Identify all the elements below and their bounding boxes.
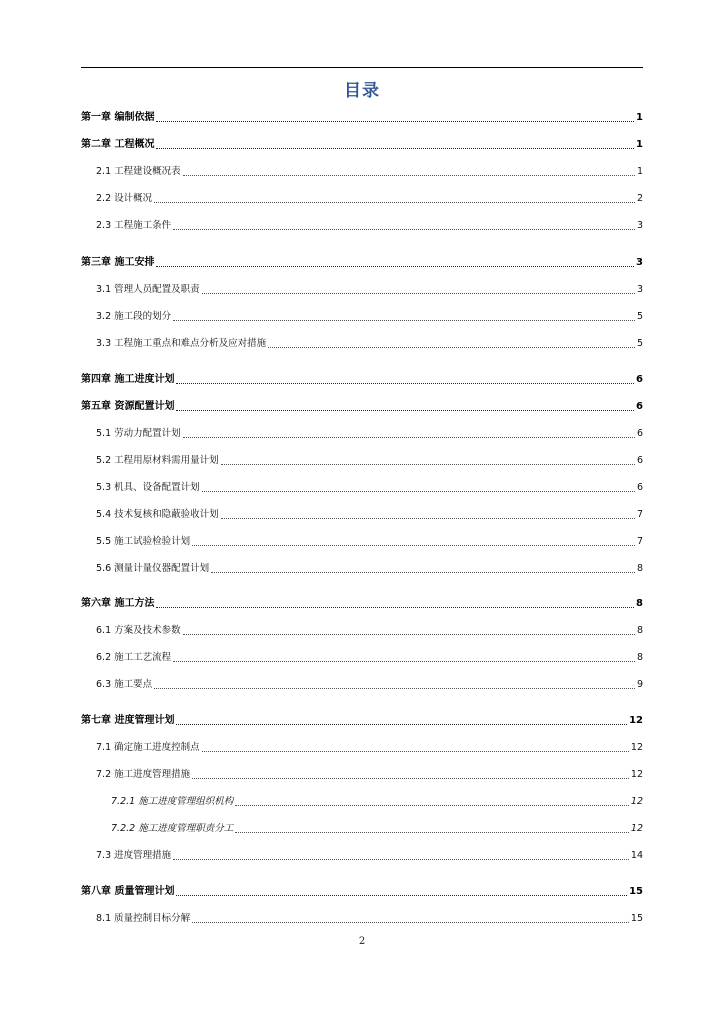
toc-dot-leader bbox=[183, 175, 635, 176]
toc-entry-label: 2.1 工程建设概况表 bbox=[96, 166, 181, 177]
toc-dot-leader bbox=[235, 832, 629, 833]
toc-dot-leader bbox=[183, 437, 635, 438]
toc-entry-label: 7.2 施工进度管理措施 bbox=[96, 769, 191, 780]
toc-section-entry[interactable] bbox=[96, 766, 643, 782]
toc-section-entry[interactable] bbox=[96, 452, 643, 468]
toc-entry-label: 3.3 工程施工重点和难点分析及应对措施 bbox=[96, 338, 267, 349]
toc-entry-page-number: 8 bbox=[636, 625, 643, 636]
toc-entry-label: 第二章 工程概况 bbox=[81, 139, 155, 150]
toc-dot-leader bbox=[156, 607, 634, 608]
toc-entry-label: 第一章 编制依据 bbox=[81, 112, 155, 123]
toc-entry-page-number: 3 bbox=[636, 220, 643, 231]
toc-entry-page-number: 2 bbox=[636, 193, 643, 204]
toc-entry-label: 5.5 施工试验检验计划 bbox=[96, 536, 191, 547]
toc-dot-leader bbox=[221, 518, 635, 519]
toc-entry-page-number: 15 bbox=[629, 886, 643, 897]
toc-dot-leader bbox=[176, 895, 627, 896]
toc-dot-leader bbox=[192, 778, 629, 779]
toc-section-entry[interactable] bbox=[96, 163, 643, 179]
toc-entry-page-number: 5 bbox=[636, 311, 643, 322]
toc-dot-leader bbox=[176, 383, 634, 384]
toc-dot-leader bbox=[173, 320, 635, 321]
toc-chapter-entry[interactable] bbox=[81, 398, 643, 414]
toc-entry-label: 5.3 机具、设备配置计划 bbox=[96, 482, 200, 493]
toc-section-entry[interactable] bbox=[96, 560, 643, 576]
toc-chapter-entry[interactable] bbox=[81, 109, 643, 125]
toc-dot-leader bbox=[183, 634, 635, 635]
toc-section-entry[interactable] bbox=[96, 649, 643, 665]
toc-entry-page-number: 6 bbox=[636, 455, 643, 466]
toc-section-entry[interactable] bbox=[96, 479, 643, 495]
toc-entry-label: 7.2.2 施工进度管理职责分工 bbox=[111, 823, 234, 834]
toc-section-entry[interactable] bbox=[96, 506, 643, 522]
toc-entry-page-number: 12 bbox=[630, 796, 643, 807]
toc-section-entry[interactable] bbox=[96, 281, 643, 297]
toc-section-entry[interactable] bbox=[96, 847, 643, 863]
toc-dot-leader bbox=[235, 805, 629, 806]
toc-dot-leader bbox=[202, 751, 629, 752]
page-number: 2 bbox=[358, 936, 366, 947]
toc-dot-leader bbox=[156, 121, 634, 122]
toc-chapter-entry[interactable] bbox=[81, 595, 643, 611]
toc-section-entry[interactable] bbox=[96, 190, 643, 206]
toc-entry-page-number: 12 bbox=[630, 769, 643, 780]
toc-entry-label: 5.6 测量计量仪器配置计划 bbox=[96, 563, 210, 574]
toc-entry-page-number: 15 bbox=[630, 913, 643, 924]
toc-section-entry[interactable] bbox=[96, 308, 643, 324]
toc-dot-leader bbox=[154, 688, 635, 689]
toc-entry-page-number: 7 bbox=[636, 509, 643, 520]
toc-section-entry[interactable] bbox=[96, 676, 643, 692]
toc-entry-label: 5.4 技术复核和隐蔽验收计划 bbox=[96, 509, 219, 520]
toc-dot-leader bbox=[156, 148, 634, 149]
toc-entry-page-number: 6 bbox=[636, 374, 643, 385]
toc-entry-page-number: 7 bbox=[636, 536, 643, 547]
toc-entry-label: 第六章 施工方法 bbox=[81, 598, 155, 609]
toc-dot-leader bbox=[268, 347, 635, 348]
toc-dot-leader bbox=[202, 293, 635, 294]
toc-chapter-entry[interactable] bbox=[81, 883, 643, 899]
toc-entry-page-number: 1 bbox=[636, 166, 643, 177]
toc-entry-page-number: 6 bbox=[636, 428, 643, 439]
toc-entry-label: 7.2.1 施工进度管理组织机构 bbox=[111, 796, 234, 807]
toc-entry-label: 5.1 劳动力配置计划 bbox=[96, 428, 181, 439]
toc-entry-page-number: 3 bbox=[636, 284, 643, 295]
toc-entry-page-number: 12 bbox=[630, 742, 643, 753]
toc-entry-label: 8.1 质量控制目标分解 bbox=[96, 913, 191, 924]
toc-entry-label: 3.2 施工段的划分 bbox=[96, 311, 172, 322]
toc-section-entry[interactable] bbox=[96, 425, 643, 441]
toc-title: 目录 bbox=[344, 81, 380, 101]
toc-dot-leader bbox=[192, 545, 635, 546]
toc-entry-page-number: 5 bbox=[636, 338, 643, 349]
toc-entry-label: 第八章 质量管理计划 bbox=[81, 886, 175, 897]
toc-chapter-entry[interactable] bbox=[81, 712, 643, 728]
toc-entry-page-number: 6 bbox=[636, 401, 643, 412]
toc-entry-page-number: 12 bbox=[629, 715, 643, 726]
toc-entry-label: 第四章 施工进度计划 bbox=[81, 374, 175, 385]
toc-entry-label: 3.1 管理人员配置及职责 bbox=[96, 284, 200, 295]
toc-entry-page-number: 12 bbox=[630, 823, 643, 834]
toc-dot-leader bbox=[173, 229, 635, 230]
toc-entry-page-number: 8 bbox=[636, 563, 643, 574]
toc-dot-leader bbox=[221, 464, 635, 465]
toc-entry-page-number: 3 bbox=[636, 257, 643, 268]
toc-dot-leader bbox=[192, 922, 629, 923]
toc-chapter-entry[interactable] bbox=[81, 371, 643, 387]
toc-entry-page-number: 1 bbox=[636, 112, 643, 123]
toc-section-entry[interactable] bbox=[96, 739, 643, 755]
toc-entry-label: 6.1 方案及技术参数 bbox=[96, 625, 181, 636]
toc-section-entry[interactable] bbox=[96, 533, 643, 549]
toc-entry-page-number: 9 bbox=[636, 679, 643, 690]
toc-entry-page-number: 8 bbox=[636, 598, 643, 609]
toc-subsection-entry[interactable] bbox=[111, 820, 643, 836]
toc-subsection-entry[interactable] bbox=[111, 793, 643, 809]
toc-dot-leader bbox=[173, 661, 635, 662]
toc-entry-label: 5.2 工程用原材料需用量计划 bbox=[96, 455, 219, 466]
toc-entry-label: 7.3 进度管理措施 bbox=[96, 850, 172, 861]
toc-dot-leader bbox=[156, 266, 634, 267]
toc-section-entry[interactable] bbox=[96, 622, 643, 638]
toc-entry-label: 第三章 施工安排 bbox=[81, 257, 155, 268]
toc-entry-label: 2.2 设计概况 bbox=[96, 193, 153, 204]
toc-section-entry[interactable] bbox=[96, 217, 643, 233]
toc-entry-label: 第五章 资源配置计划 bbox=[81, 401, 175, 412]
toc-chapter-entry[interactable] bbox=[81, 136, 643, 152]
toc-dot-leader bbox=[202, 491, 635, 492]
toc-dot-leader bbox=[154, 202, 635, 203]
toc-entry-page-number: 1 bbox=[636, 139, 643, 150]
toc-entry-label: 第七章 进度管理计划 bbox=[81, 715, 175, 726]
toc-entry-label: 6.2 施工工艺流程 bbox=[96, 652, 172, 663]
toc-section-entry[interactable] bbox=[96, 335, 643, 351]
toc-entry-label: 7.1 确定施工进度控制点 bbox=[96, 742, 200, 753]
toc-entry-label: 2.3 工程施工条件 bbox=[96, 220, 172, 231]
toc-entry-page-number: 6 bbox=[636, 482, 643, 493]
toc-chapter-entry[interactable] bbox=[81, 254, 643, 270]
toc-entry-page-number: 8 bbox=[636, 652, 643, 663]
toc-dot-leader bbox=[176, 724, 627, 725]
toc-section-entry[interactable] bbox=[96, 910, 643, 926]
toc-dot-leader bbox=[173, 859, 629, 860]
toc-dot-leader bbox=[211, 572, 635, 573]
toc-dot-leader bbox=[176, 410, 634, 411]
toc-entry-label: 6.3 施工要点 bbox=[96, 679, 153, 690]
toc-entry-page-number: 14 bbox=[630, 850, 643, 861]
